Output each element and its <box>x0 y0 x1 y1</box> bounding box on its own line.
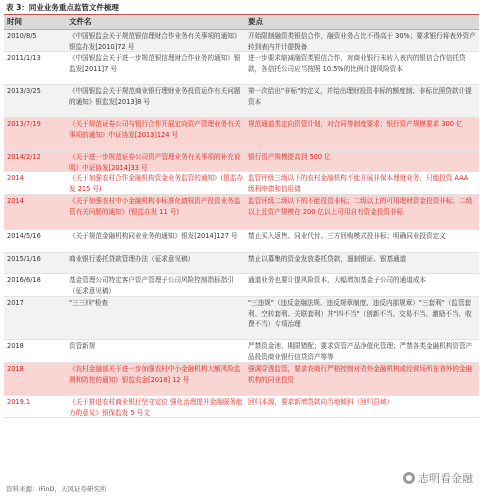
row-time: 2014/2/12 <box>7 153 41 161</box>
row-key-point: 开始限制融资类银信合作，融资业务占比不得高于 30%；要求银行将表外资产转到表内并计提拨备 <box>248 32 476 51</box>
regulation-table <box>4 15 479 418</box>
row-document: 《关于规范证券公司与银行合作开展定向资产管理业务有关事项的通知》中证协发[2013]124 号 <box>69 120 241 139</box>
table-row <box>4 253 479 274</box>
watermark <box>403 470 473 486</box>
row-key-point: "三违规"（违反金融法规、违反规章制度、违反内部规章）"三套利"（监管套利、空转套利、关联套利）并"四不当"（创新不当、交易不当、激励不当、收费不当）专项治理 <box>248 299 472 329</box>
row-key-point: 回归本源，要求新增贷款向当地倾斜（回归县域） <box>248 398 394 406</box>
row-key-point: 禁止买入返售、同业代付、三方回购模式投非标；明确同业投资定义 <box>248 232 446 240</box>
table-row <box>4 30 479 52</box>
table-row <box>4 230 479 253</box>
header-key: 要点 <box>248 17 263 26</box>
wechat-icon <box>403 472 415 484</box>
row-key-point: 监管评级三级以下的农村金融机构不能开展非保本理财业务，只能投资 AAA 级利率债和信用债 <box>248 174 469 193</box>
row-document: 《关于加强农村合作金融机构资金业务监管的通知》(银监办发 215 号) <box>69 174 244 193</box>
row-time: 2014/5/16 <box>7 232 41 240</box>
row-key-point: 进一步要求缩减融资类银信合作，对商业银行未转入表内的银信合作信托贷款，各信托公司应当按照 10.5%的比例计提风险资本 <box>248 54 466 73</box>
row-key-point: 禁止以募集的资金发放委托贷款，遏制银证、银基通道 <box>248 255 407 263</box>
row-time: 2010/8/5 <box>7 32 37 40</box>
table-header <box>4 15 479 30</box>
row-time: 2013/3/25 <box>7 87 41 95</box>
source-note: 资料来源：iFinD，天风证券研究所 <box>6 485 107 493</box>
row-time: 2014 <box>7 197 24 205</box>
table-row <box>4 297 479 340</box>
row-key-point: 第一次给出"非标"的定义，并给出理财投资非标的额度制；非标比照贷款计提资本 <box>248 87 472 106</box>
row-document: 《中国银监会关于规范商业银行理财业务投资运作有关问题的通知》银监发[2013]8 号 <box>69 87 241 106</box>
row-time: 2017 <box>7 299 24 307</box>
row-document: 《关于推进农村商业银行坚守定位 强化治理提升金融服务能力的意见》银保监发 5 号文 <box>69 398 243 417</box>
row-time: 2013/7/19 <box>7 120 41 128</box>
table-row <box>4 151 479 172</box>
row-document: 《关于进一步规范证券公司资产管理业务有关事项的补充说明》中证协发[2014]33 号 <box>69 153 241 172</box>
row-time: 2018 <box>7 342 24 350</box>
header-time: 时间 <box>7 17 22 26</box>
table-row <box>4 118 479 151</box>
row-time: 2019.1 <box>7 398 31 406</box>
row-time: 2018 <box>7 365 24 373</box>
table-row <box>4 396 479 418</box>
table-row <box>4 85 479 118</box>
row-time: 2015/1/16 <box>7 255 41 263</box>
header-doc: 文件名 <box>69 17 92 26</box>
row-document: 《关于加强农村中小金融机构非标准化债权资产投资业务监管有关问题的通知》(银监办发 11 号) <box>69 197 241 216</box>
row-document: 《关于规范金融机构同业业务的通知》银发[2014]127 号 <box>69 232 238 240</box>
table-row <box>4 340 479 363</box>
row-document: 商业银行委托贷款管理办法（征求意见稿） <box>69 255 195 263</box>
row-document: 基金管理公司特定客户资产管理子公司风险控制指标指引（征求意见稿） <box>69 276 234 295</box>
row-key-point: 监管评级二级以下的不能投资非标；二级以上的可用理财资金投资非标；二级以上且资产规模在 200 亿以上可用自有资金投资非标 <box>248 197 473 216</box>
row-key-point: 规范通道类定向资管计划，对合同等制度要求；银行资产规模要求 300 亿 <box>248 120 463 128</box>
table-row <box>4 52 479 85</box>
row-key-point: 银行资产规模提高到 500 亿 <box>248 153 331 161</box>
row-document: 《农村金融部关于进一步加强农村中小金融机构大额风险监测和防控的通知》银监农金[2018] 12 号 <box>69 365 241 384</box>
table-row <box>4 195 479 230</box>
table-row <box>4 274 479 297</box>
row-time: 2016/6/18 <box>7 276 41 284</box>
row-document: 《中国银监会关于规范银信理财合作业务有关事项的通知》银监办发[2010]72 号 <box>69 32 241 51</box>
row-document: 《中国银监会关于进一步规范银信理财合作业务的通知》银监发[2011]7 号 <box>69 54 241 73</box>
row-document: 资管新规 <box>69 342 96 350</box>
table-row <box>4 363 479 396</box>
table-caption: 表 3：同业业务重点监管文件梳理 <box>6 3 119 12</box>
row-document: "三三四"检查 <box>69 299 109 307</box>
row-key-point: 严禁资金池、期限错配；要求资管产品净值化管理；严禁各类金融机构资管产品投资商业银行信贷资产等等 <box>248 342 473 361</box>
row-key-point: 强调穿透监管，要求农商行严格控制对省外金融机构或经营场所在省外的金融机构的同业投资 <box>248 365 473 384</box>
row-time: 2014 <box>7 174 24 182</box>
row-key-point: 通道业务也要计提风险资本，大幅增加基金子公司的通道成本 <box>248 276 427 284</box>
watermark-text: 志明看金融 <box>418 472 473 485</box>
row-time: 2011/1/13 <box>7 54 41 62</box>
table-row <box>4 172 479 195</box>
